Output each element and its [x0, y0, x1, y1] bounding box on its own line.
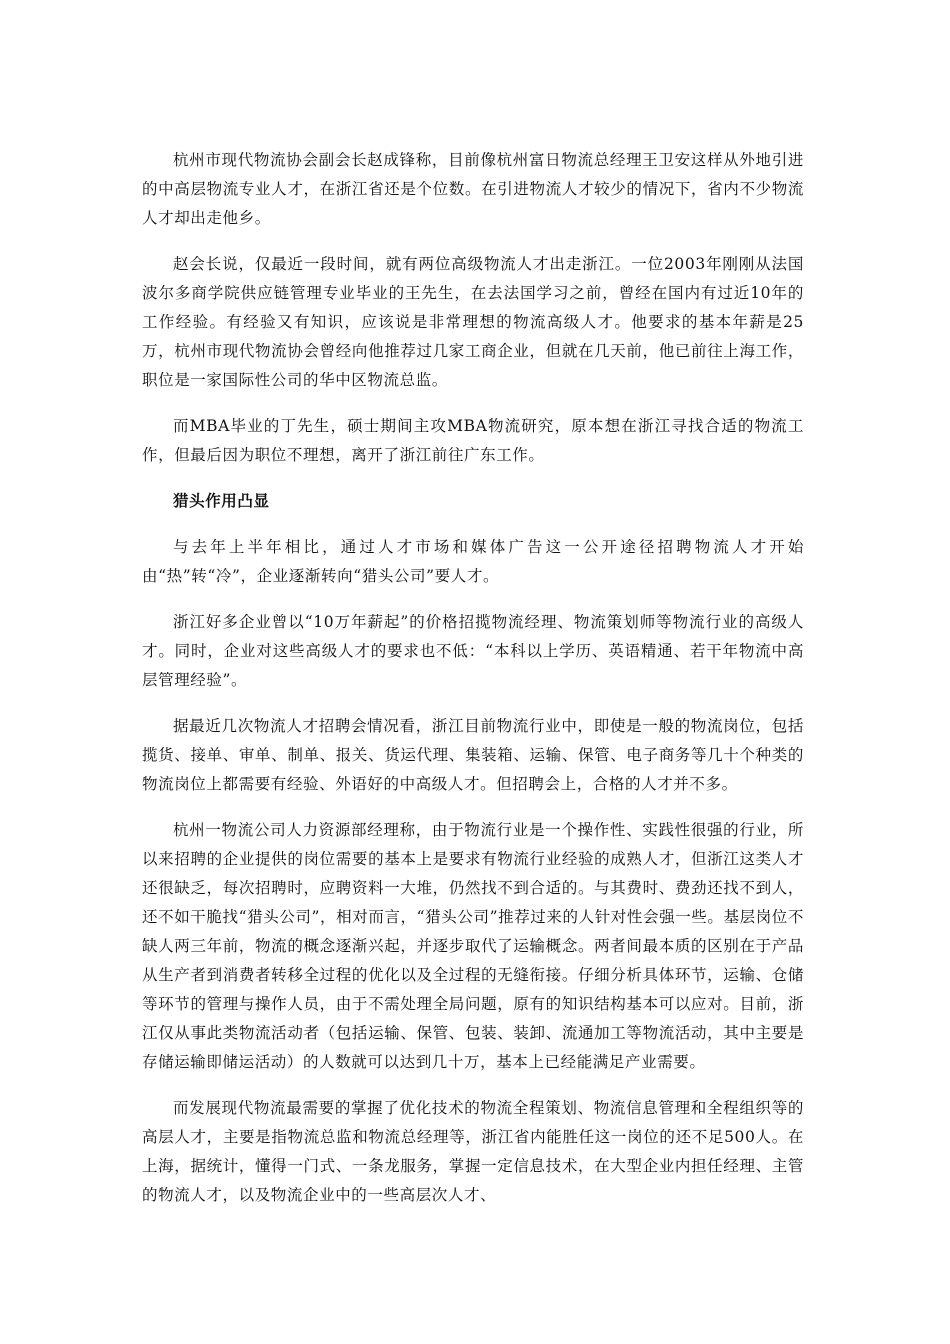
paragraph-mba-graduate: 而MBA毕业的丁先生，硕士期间主攻MBA物流研究，原本想在浙江寻找合适的物流工作，但最后因为职位不理想，离开了浙江前往广东工作。	[142, 417, 804, 464]
paragraph-job-fair: 据最近几次物流人才招聘会情况看，浙江目前物流行业中，即使是一般的物流岗位，包括揽货、接单、审单、制单、报关、货运代理、集装箱、运输、保管、电子商务等几十个种类的物流岗位上都需要有经验、外语好的中高级人才。但招聘会上，合格的人才并不多。	[142, 717, 804, 793]
paragraph-salary-requirements: 浙江好多企业曾以“10万年薪起”的价格招揽物流经理、物流策划师等物流行业的高级人才。同时，企业对这些高级人才的要求也不低：“本科以上学历、英语精通、若干年物流中高层管理经验”。	[142, 613, 804, 689]
paragraph-hr-manager: 杭州一物流公司人力资源部经理称，由于物流行业是一个操作性、实践性很强的行业，所以来招聘的企业提供的岗位需要的基本上是要求有物流行业经验的成熟人才，但浙江这类人才还很缺乏，每次招聘时，应聘资料一大堆，仍然找不到合适的。与其费时、费劲还找不到人，还不如干脆找“猎头公司”，相对而言，“猎头公司”推荐过来的人针对性会强一些。基层岗位不缺人两三年前，物流的概念逐渐兴起，并逐步取代了运输概念。两者间最本质的区别在于产品从生产者到消费者转移全过程的优化以及全过程的无缝衔接。仔细分析具体环节，运输、仓储等环节的管理与操作人员，由于不需处理全局问题，原有的知识结构基本可以应对。目前，浙江仅从事此类物流活动者（包括运输、保管、包装、装卸、流通加工等物流活动，其中主要是存储运输即储运活动）的人数就可以达到几十万，基本上已经能满足产业需要。	[142, 821, 804, 1071]
paragraph-vice-president-statement: 杭州市现代物流协会副会长赵成锋称，目前像杭州富日物流总经理王卫安这样从外地引进的中高层物流专业人才，在浙江省还是个位数。在引进物流人才较少的情况下，省内不少物流人才却出走他乡。	[142, 151, 804, 227]
document-page	[142, 146, 804, 1227]
paragraph-senior-talent: 而发展现代物流最需要的掌握了优化技术的物流全程策划、物流信息管理和全程组织等的高层人才，主要是指物流总监和物流总经理等，浙江省内能胜任这一岗位的还不足500人。在上海，据统计，懂得一门式、一条龙服务，掌握一定信息技术，在大型企业内担任经理、主管的物流人才，以及物流企业中的一些高层次人才、	[142, 1099, 804, 1204]
paragraph-recruitment-shift: 与去年上半年相比，通过人才市场和媒体广告这一公开途径招聘物流人才开始由“热”转“冷”，企业逐渐转向“猎头公司”要人才。	[142, 538, 804, 585]
paragraph-talent-departure: 赵会长说，仅最近一段时间，就有两位高级物流人才出走浙江。一位2003年刚刚从法国波尔多商学院供应链管理专业毕业的王先生，在去法国学习之前，曾经在国内有过近10年的工作经验。有经验又有知识，应该说是非常理想的物流高级人才。他要求的基本年薪是25万，杭州市现代物流协会曾经向他推荐过几家工商企业，但就在几天前，他已前往上海工作，职位是一家国际性公司的华中区物流总监。	[142, 255, 804, 389]
section-heading: 猎头作用凸显	[173, 492, 270, 510]
